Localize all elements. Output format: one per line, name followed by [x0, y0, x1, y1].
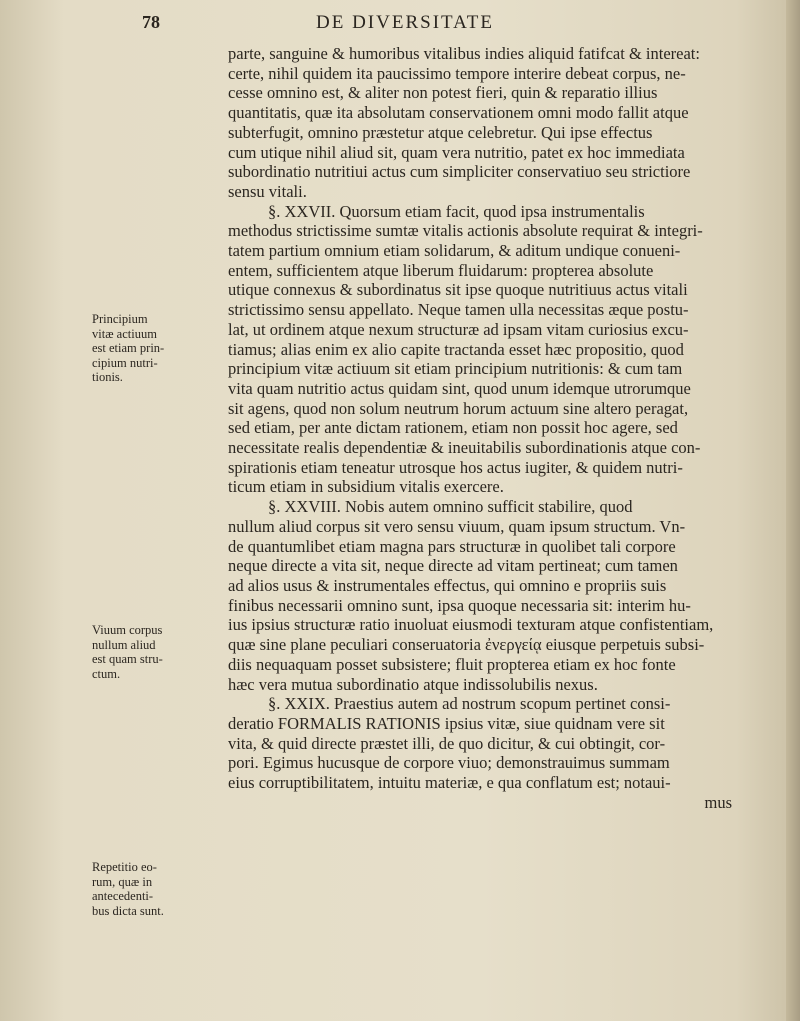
section-heading-xxvii: §. XXVII. Quorsum etiam facit, quod ipsa instrumentalis: [268, 201, 645, 221]
margin-note-line: est quam stru-: [92, 652, 163, 666]
text-line: strictissimo sensu appellato. Neque tamen ulla necessitas æque postu-: [228, 300, 689, 320]
margin-note-line: cipium nutri-: [92, 355, 158, 370]
text-line: ius ipsius structuræ ratio inuoluat eiusmodi texturam atque confistentiam,: [228, 615, 714, 635]
margin-note-line: Repetitio eo-: [92, 860, 157, 874]
paragraph-xxix: [228, 694, 746, 812]
paragraph-continuation: [228, 44, 746, 202]
margin-note-viuum-corpus: [92, 623, 224, 681]
text-line: subordinatio nutritiui actus cum simpliciter conservatiuo seu strictiore: [228, 162, 691, 182]
paragraph-xxviii: [228, 497, 746, 694]
page-edge: [786, 0, 800, 1021]
text-line: cum utique nihil aliud sit, quam vera nutritio, patet ex hoc immediata: [228, 142, 685, 162]
margin-note-line: antecedenti-: [92, 889, 154, 903]
text-line: vita quam nutritio actus quidam sint, quod unum idemque utrorumque: [228, 378, 691, 398]
text-line: lat, ut ordinem atque nexum structuræ ad ipsam vitam curiosius excu-: [228, 319, 689, 339]
text-line: finibus necessarii omnino sunt, ipsa quoque necessaria sit: interim hu-: [228, 595, 691, 615]
text-line: certe, nihil quidem ita paucissimo tempore interire debeat corpus, ne-: [228, 63, 686, 83]
text-line: sed etiam, per ante dictam rationem, etiam non possit hoc agere, sed: [228, 418, 678, 438]
paragraph-xxvii: [228, 202, 746, 498]
text-line: diis nequaquam posset subsistere; fluit propterea etiam ex hoc fonte: [228, 654, 676, 674]
text-line: subterfugit, omnino præstetur atque celebretur. Qui ipse effectus: [228, 122, 653, 142]
section-heading-xxviii: §. XXVIII. Nobis autem omnino sufficit stabilire, quod: [268, 497, 633, 517]
margin-note-line: Viuum corpus: [92, 623, 163, 637]
text-line: vita, & quid directe præstet illi, de quo dicitur, & cui obtingit, cor-: [228, 733, 666, 753]
margin-note-line: ctum.: [92, 666, 121, 681]
margin-note-line: rum, quæ in: [92, 874, 153, 889]
text-line: neque directe a vita sit, neque directe ad vitam pertineat; cum tamen: [228, 556, 678, 576]
text-line: principium vitæ actiuum sit etiam principium nutritionis: & cum tam: [228, 359, 683, 379]
text-line: entem, sufficientem atque liberum fluidarum: propterea absolute: [228, 260, 654, 280]
text-line: necessitate realis dependentiæ & ineuitabilis subordinationis atque con-: [228, 438, 701, 458]
text-line: tatem partium omnium etiam solidarum, & aditum undique conueni-: [228, 241, 681, 261]
section-heading-xxix: §. XXIX. Praestius autem ad nostrum scopum pertinet consi-: [268, 694, 671, 714]
text-line: parte, sanguine & humoribus vitalibus indies aliquid fatifcat & intereat:: [228, 44, 700, 63]
text-line: deratio FORMALIS RATIONIS ipsius vitæ, siue quidnam vere sit: [228, 713, 665, 733]
text-line: eius corruptibilitatem, intuitu materiæ, e qua conflatum est; notaui-: [228, 773, 671, 793]
running-head: DE DIVERSITATE: [316, 12, 494, 33]
text-line: de quantumlibet etiam magna pars structuræ in quolibet tali corpore: [228, 536, 676, 556]
text-line: nullum aliud corpus sit vero sensu viuum, quam ipsum structum. Vn-: [228, 516, 686, 536]
margin-note-line: nullum aliud: [92, 637, 156, 652]
text-line: methodus strictissime sumtæ vitalis actionis absolute requirat & integri-: [228, 221, 703, 241]
text-line: ticum etiam in subsidium vitalis exercere.: [228, 477, 504, 497]
margin-note-line: vitæ actiuum: [92, 326, 157, 341]
text-line: ad alios usus & instrumentales effectus, qui omnino e propriis suis: [228, 575, 667, 595]
page-number: 78: [142, 12, 160, 32]
text-line: hæc vera mutua subordinatio atque indissolubilis nexus.: [228, 674, 598, 694]
margin-note-principium: [92, 312, 224, 385]
margin-note-repetitio: [92, 860, 224, 918]
text-line: quæ sine plane peculiari conseruatoria ἐνεργείᾳ eiusque perpetuis subsi-: [228, 635, 705, 655]
text-line: sit agens, quod non solum neutrum horum actuum sine altero peragat,: [228, 398, 689, 418]
text-line: utique connexus & subordinatus sit ipse quoque nutritiuus actus vitali: [228, 280, 688, 300]
text-line: cesse omnino est, & aliter non potest fieri, quin & reparatio illius: [228, 83, 658, 103]
text-line: spirationis etiam teneatur utrosque hos actus iugiter, & quidem nutri-: [228, 457, 683, 477]
text-line: sensu vitali.: [228, 181, 307, 201]
text-line: pori. Egimus hucusque de corpore viuo; demonstrauimus summam: [228, 753, 670, 773]
margin-note-line: bus dicta sunt.: [92, 903, 164, 918]
catchword: mus: [704, 792, 732, 812]
body-text: [228, 44, 746, 812]
margin-note-line: Principium: [92, 312, 148, 326]
text-line: tiamus; alias enim ex alio capite tractanda esset hæc propositio, quod: [228, 339, 684, 359]
margin-note-line: tionis.: [92, 370, 123, 384]
page-header: [0, 8, 800, 38]
margin-note-line: est etiam prin-: [92, 341, 165, 355]
text-line: quantitatis, quæ ita absolutam conservationem omni modo fallit atque: [228, 103, 689, 123]
